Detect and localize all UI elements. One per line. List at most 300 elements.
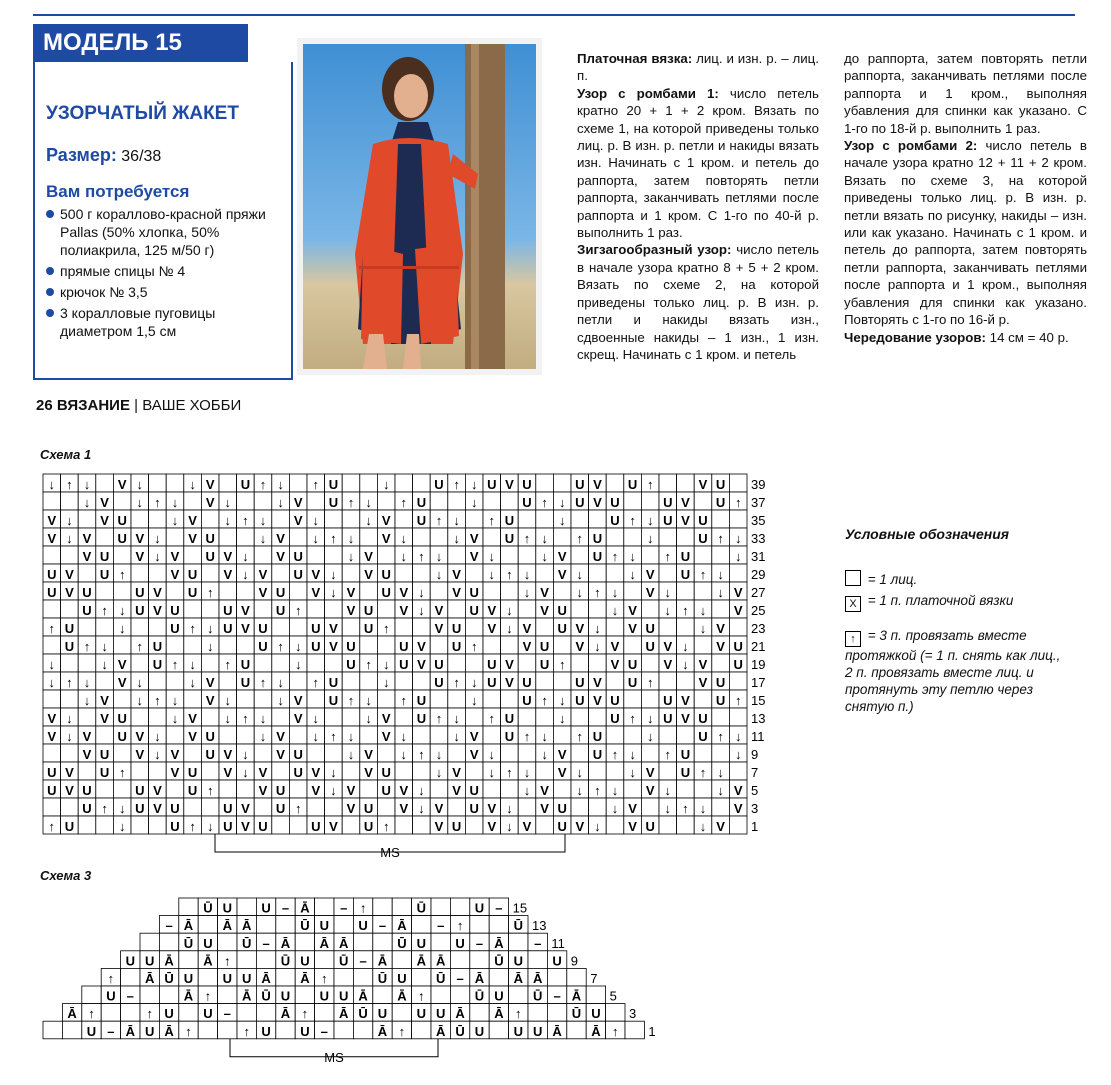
cell-symbol: ↓ — [418, 603, 425, 618]
cell-symbol: ↓ — [541, 729, 548, 744]
cell-symbol: U — [733, 639, 743, 654]
cell-symbol: U — [99, 747, 110, 762]
cell-symbol: ↑ — [243, 1023, 250, 1039]
grid-cell — [501, 780, 519, 798]
grid-cell — [78, 618, 96, 636]
grid-cell — [201, 600, 219, 618]
grid-cell — [360, 636, 378, 654]
cell-symbol: ↑ — [418, 747, 425, 762]
cell-symbol: – — [475, 935, 484, 951]
grid-cell — [659, 672, 677, 690]
cell-symbol: ↑ — [699, 567, 707, 582]
grid-cell — [131, 510, 149, 528]
cell-symbol: Ū — [183, 935, 194, 951]
grid-cell — [392, 1004, 411, 1022]
paragraph-text: до раппорта, затем повторять петли раппорта, заканчивать петлями после раппорта и 1 кром., выполняя убавления для спинки как указано. С 1-го по 18-й р. выполнить 1 раз. — [844, 51, 1087, 136]
cell-symbol: V — [65, 567, 74, 582]
cell-symbol: V — [557, 765, 567, 780]
cell-symbol: V — [733, 801, 743, 816]
legend-title: Условные обозначения — [845, 526, 1010, 542]
grid-cell — [536, 510, 554, 528]
grid-cell — [295, 933, 314, 951]
empty-cell-icon — [845, 570, 861, 586]
grid-cell — [159, 933, 178, 951]
grid-cell — [677, 618, 695, 636]
cell-symbol: V — [540, 585, 549, 600]
cell-symbol: ↓ — [523, 765, 531, 780]
grid-cell — [342, 816, 360, 834]
grid-cell — [729, 564, 747, 582]
cell-symbol: U — [610, 513, 620, 528]
grid-cell — [373, 986, 392, 1004]
cell-symbol: V — [47, 729, 57, 744]
grid-cell — [694, 582, 712, 600]
grid-cell — [395, 564, 413, 582]
grid-cell — [412, 1021, 431, 1039]
grid-cell — [624, 636, 642, 654]
grid-cell — [272, 618, 290, 636]
cell-symbol: Ā — [67, 1006, 77, 1022]
cell-symbol: V — [452, 783, 461, 798]
grid-cell — [360, 582, 378, 600]
grid-cell — [61, 744, 79, 762]
cell-symbol: Ā — [183, 988, 194, 1004]
grid-cell — [501, 690, 519, 708]
grid-cell — [501, 546, 519, 564]
cell-symbol: ↓ — [206, 819, 214, 834]
grid-cell — [219, 528, 237, 546]
cell-symbol: ↓ — [48, 675, 56, 690]
grid-cell — [334, 916, 353, 934]
cell-symbol: Ā — [222, 918, 232, 934]
paragraph-text: число петель в начале узора кратно 12 + 11 + 2 кром. Вязать по схеме 3, на которой приведены только лиц. р. В изн. р. петли вязать по рисунку, накиды – изн. или как указано. Начинать с 1 кром. и петель до раппорта, затем повторять петли раппорта, заканчивать петлями после раппорта и 1 кром., выполняя убавления для спинки как указано. Повторять с 1-го по 16-й р. — [844, 138, 1087, 328]
grid-cell — [392, 951, 411, 969]
grid-cell — [624, 582, 642, 600]
cell-symbol: V — [610, 639, 620, 654]
cell-symbol: ↑ — [594, 585, 601, 600]
grid-cell — [201, 798, 219, 816]
grid-cell — [254, 492, 272, 510]
grid-cell — [483, 582, 501, 600]
cell-symbol: ↓ — [611, 783, 619, 798]
grid-cell — [61, 798, 79, 816]
cell-symbol: V — [364, 567, 373, 582]
cell-symbol: ↓ — [83, 675, 91, 690]
cell-symbol: V — [716, 621, 725, 636]
cell-symbol: ↑ — [312, 477, 320, 492]
cell-symbol: V — [241, 819, 250, 834]
grid-cell — [237, 492, 255, 510]
cell-symbol: V — [364, 747, 373, 762]
grid-cell — [289, 618, 307, 636]
cell-symbol: V — [733, 783, 743, 798]
grid-cell — [256, 951, 275, 969]
cell-symbol: ↓ — [136, 675, 144, 690]
grid-cell — [547, 1004, 566, 1022]
cell-symbol: V — [346, 585, 356, 600]
cell-symbol: V — [135, 549, 145, 564]
grid-cell — [483, 726, 501, 744]
cell-symbol: Ā — [436, 1023, 446, 1039]
grid-cell — [729, 762, 747, 780]
cell-symbol: – — [262, 935, 270, 951]
cell-symbol: ↓ — [66, 711, 73, 726]
cell-symbol: Ā — [300, 900, 310, 916]
cell-symbol: U — [715, 477, 726, 492]
cell-symbol: – — [437, 918, 445, 934]
cell-symbol: ↓ — [576, 585, 584, 600]
photo-illustration — [303, 44, 536, 369]
cell-symbol: ↑ — [224, 953, 231, 969]
cell-symbol: ↑ — [171, 657, 179, 672]
cell-symbol: V — [205, 477, 215, 492]
cell-symbol: ↓ — [294, 639, 302, 654]
grid-cell — [198, 1021, 217, 1039]
grid-cell — [606, 726, 624, 744]
grid-cell — [166, 672, 184, 690]
cell-symbol: U — [152, 639, 163, 654]
cell-symbol: Ā — [377, 1023, 388, 1039]
cell-symbol: U — [591, 1006, 601, 1022]
cell-symbol: V — [681, 693, 690, 708]
cell-symbol: V — [487, 621, 497, 636]
row-label: 31 — [751, 549, 766, 564]
row-label: 3 — [751, 801, 759, 816]
grid-cell — [448, 600, 466, 618]
grid-cell — [624, 492, 642, 510]
cell-symbol: U — [240, 675, 251, 690]
cell-symbol: U — [680, 549, 691, 564]
cell-symbol: U — [205, 549, 215, 564]
cell-symbol: U — [733, 657, 743, 672]
grid-cell — [729, 618, 747, 636]
cell-symbol: ↑ — [488, 711, 496, 726]
cell-symbol: U — [416, 1006, 426, 1022]
cell-symbol: U — [47, 585, 57, 600]
cell-symbol: Ā — [494, 1006, 504, 1022]
size-value: 36/38 — [121, 148, 162, 165]
cell-symbol: ↓ — [242, 567, 249, 582]
row-label: 11 — [751, 729, 765, 744]
grid-cell — [518, 510, 536, 528]
cell-symbol: V — [505, 657, 514, 672]
grid-cell — [528, 1004, 547, 1022]
cell-symbol: V — [399, 603, 409, 618]
cell-symbol: ↓ — [717, 783, 724, 798]
grid-cell — [571, 708, 589, 726]
cell-symbol: U — [170, 819, 180, 834]
cell-symbol: ↓ — [400, 747, 408, 762]
grid-cell — [712, 600, 730, 618]
cell-symbol: U — [698, 513, 708, 528]
cell-symbol: V — [557, 747, 567, 762]
grid-cell — [694, 636, 712, 654]
cell-symbol: U — [261, 1023, 271, 1039]
cell-symbol: U — [575, 675, 585, 690]
cell-symbol: U — [106, 988, 116, 1004]
cell-symbol: U — [363, 603, 374, 618]
cell-symbol: ↓ — [277, 675, 284, 690]
grid-cell — [470, 916, 489, 934]
model-label: МОДЕЛЬ 15 — [33, 24, 248, 62]
grid-cell — [184, 546, 202, 564]
cell-symbol: ↓ — [365, 495, 372, 510]
cell-symbol: ↓ — [242, 765, 249, 780]
cell-symbol: V — [540, 603, 549, 618]
grid-cell — [237, 528, 255, 546]
cell-symbol: U — [469, 801, 479, 816]
paragraph-text: лиц. и изн. р. – лиц. п. — [577, 51, 819, 84]
cell-symbol: ↓ — [541, 549, 548, 564]
row-label: 1 — [648, 1023, 656, 1039]
grid-cell — [395, 816, 413, 834]
cell-symbol: U — [627, 477, 638, 492]
cell-symbol: V — [311, 783, 321, 798]
grid-cell — [606, 564, 624, 582]
cell-symbol: ↑ — [541, 495, 548, 510]
row-label: 9 — [570, 953, 579, 969]
cell-symbol: U — [203, 935, 213, 951]
cell-symbol: ↓ — [646, 531, 654, 546]
cell-symbol: V — [434, 603, 444, 618]
grid-cell — [289, 780, 307, 798]
grid-cell — [342, 762, 360, 780]
cell-symbol: ↓ — [488, 567, 496, 582]
grid-cell — [276, 916, 295, 934]
cell-symbol: ↓ — [347, 549, 355, 564]
grid-cell — [450, 951, 469, 969]
cell-symbol: Ū — [203, 900, 213, 916]
grid-cell — [641, 654, 659, 672]
grid-cell — [184, 600, 202, 618]
cell-symbol: V — [434, 621, 444, 636]
grid-cell — [360, 780, 378, 798]
grid-cell — [237, 780, 255, 798]
cell-symbol: V — [645, 585, 655, 600]
cell-symbol: ↓ — [118, 621, 126, 636]
grid-cell — [78, 564, 96, 582]
row-label: 33 — [751, 531, 766, 546]
grid-cell — [712, 798, 730, 816]
cell-symbol: V — [593, 495, 602, 510]
cell-symbol: ↓ — [400, 549, 408, 564]
grid-cell — [113, 636, 131, 654]
grid-cell — [360, 726, 378, 744]
cell-symbol: V — [733, 585, 743, 600]
cell-symbol: U — [557, 801, 567, 816]
cell-symbol: ↓ — [171, 513, 179, 528]
grid-cell — [571, 510, 589, 528]
grid-cell — [218, 1021, 237, 1039]
cell-symbol: ↑ — [185, 1023, 192, 1039]
grid-cell — [694, 546, 712, 564]
cell-symbol: ↓ — [435, 549, 443, 564]
grid-cell — [43, 798, 61, 816]
cell-symbol: U — [522, 495, 532, 510]
grid-cell — [219, 726, 237, 744]
grid-cell — [470, 1004, 489, 1022]
cell-symbol: U — [275, 603, 286, 618]
cell-symbol: Ā — [474, 971, 485, 986]
cell-symbol: V — [417, 639, 426, 654]
grid-cell — [237, 1004, 256, 1022]
grid-cell — [113, 690, 131, 708]
cell-symbol: ↑ — [400, 693, 408, 708]
cell-symbol: Ā — [183, 918, 194, 934]
cell-symbol: V — [452, 765, 461, 780]
grid-cell — [430, 690, 448, 708]
cell-symbol: ↓ — [470, 693, 478, 708]
cell-symbol: V — [522, 819, 532, 834]
cell-symbol: ↓ — [118, 603, 126, 618]
cell-symbol: ↓ — [171, 693, 179, 708]
cell-symbol: V — [505, 675, 514, 690]
cell-symbol: V — [293, 711, 303, 726]
cell-symbol: V — [364, 549, 373, 564]
cell-symbol: ↓ — [506, 801, 513, 816]
grid-cell — [101, 1004, 120, 1022]
grid-cell — [677, 528, 695, 546]
cell-symbol: ↑ — [646, 675, 654, 690]
grid-cell — [586, 986, 605, 1004]
grid-cell — [184, 744, 202, 762]
legend-text: = 1 п. платочной вязки — [867, 593, 1014, 608]
up-arrow-cell-icon: ↑ — [845, 631, 861, 647]
cell-symbol: ↓ — [259, 711, 267, 726]
cell-symbol: ↓ — [699, 603, 707, 618]
cell-symbol: U — [145, 1023, 155, 1039]
cell-symbol: ↑ — [83, 639, 91, 654]
cell-symbol: ↓ — [506, 819, 513, 834]
cell-symbol: – — [223, 1006, 231, 1022]
cell-symbol: V — [610, 657, 620, 672]
cell-symbol: ↑ — [612, 1023, 619, 1039]
grid-cell — [131, 708, 149, 726]
grid-cell — [78, 708, 96, 726]
cell-symbol: V — [47, 513, 57, 528]
grid-cell — [659, 528, 677, 546]
grid-cell — [430, 780, 448, 798]
cell-symbol: U — [504, 711, 515, 726]
grid-cell — [78, 816, 96, 834]
grid-cell — [334, 968, 353, 986]
cell-symbol: ↑ — [629, 513, 636, 528]
grid-cell — [431, 933, 450, 951]
cell-symbol: V — [417, 657, 426, 672]
grid-cell — [694, 492, 712, 510]
grid-cell — [149, 510, 167, 528]
cell-symbol: U — [170, 603, 180, 618]
cell-symbol: U — [275, 585, 286, 600]
grid-cell — [501, 744, 519, 762]
term-label: Узор с ромбами 1: — [577, 85, 719, 101]
cell-symbol: U — [242, 971, 252, 986]
cell-symbol: U — [170, 801, 180, 816]
cell-symbol: ↑ — [470, 639, 478, 654]
cell-symbol: ↓ — [259, 729, 267, 744]
cell-symbol: V — [452, 585, 461, 600]
cell-symbol: Ū — [358, 1006, 368, 1022]
grid-cell — [450, 986, 469, 1004]
grid-cell — [553, 672, 571, 690]
cell-symbol: V — [188, 729, 197, 744]
cell-symbol: U — [469, 585, 479, 600]
grid-cell — [325, 654, 343, 672]
cell-symbol: U — [434, 675, 444, 690]
row-label: 3 — [629, 1006, 637, 1022]
cell-symbol: ↓ — [365, 711, 372, 726]
grid-cell — [149, 474, 167, 492]
cell-symbol: U — [539, 639, 550, 654]
cell-symbol: ↓ — [189, 675, 196, 690]
grid-cell — [712, 546, 730, 564]
cell-symbol: ↑ — [576, 729, 584, 744]
cell-symbol: Ā — [377, 953, 388, 969]
row-label: 25 — [751, 603, 766, 618]
cell-symbol: U — [222, 900, 232, 916]
cell-symbol: U — [469, 603, 479, 618]
cell-symbol: Ū — [474, 988, 485, 1004]
cell-symbol: ↑ — [154, 693, 161, 708]
row-label: 1 — [751, 819, 759, 834]
grid-cell — [395, 618, 413, 636]
cell-symbol: ↓ — [154, 729, 161, 744]
row-label: 13 — [532, 918, 547, 934]
cell-symbol: ↑ — [365, 657, 372, 672]
grid-cell — [289, 582, 307, 600]
cell-symbol: ↑ — [242, 711, 249, 726]
cell-symbol: U — [293, 549, 303, 564]
grid-cell — [342, 510, 360, 528]
legend-item — [845, 627, 1065, 715]
cell-symbol: V — [153, 783, 162, 798]
cell-symbol: U — [539, 657, 550, 672]
cell-symbol: Ū — [494, 953, 504, 969]
grid-cell — [201, 708, 219, 726]
cell-symbol: U — [715, 495, 726, 510]
cell-symbol: V — [258, 585, 268, 600]
cell-symbol: V — [258, 765, 268, 780]
cell-symbol: Ū — [455, 1023, 465, 1039]
cell-symbol: ↑ — [611, 747, 619, 762]
paragraph-text: 14 см = 40 р. — [985, 329, 1069, 345]
cell-symbol: ↓ — [682, 657, 689, 672]
grid-cell — [413, 672, 431, 690]
cell-symbol: U — [377, 1006, 388, 1022]
cell-symbol: ↑ — [453, 477, 460, 492]
grid-cell — [149, 816, 167, 834]
cell-symbol: U — [99, 549, 110, 564]
cell-symbol: U — [557, 603, 567, 618]
cell-symbol: U — [522, 693, 532, 708]
grid-cell — [307, 600, 325, 618]
material-item: 500 г кораллово-красной пряжи Pallas (50% хлопка, 50% полиакрила, 125 м/50 г) — [46, 205, 276, 259]
cell-symbol: U — [680, 747, 691, 762]
cell-symbol: ↑ — [204, 988, 212, 1004]
grid-cell — [489, 1021, 508, 1039]
material-item: 3 коралловые пуговицы диаметром 1,5 см — [46, 304, 276, 340]
cell-symbol: U — [223, 819, 233, 834]
grid-cell — [712, 708, 730, 726]
cell-symbol: V — [117, 477, 127, 492]
grid-cell — [198, 916, 217, 934]
cell-symbol: V — [487, 603, 497, 618]
cell-symbol: Ū — [436, 971, 446, 986]
cell-symbol: ↓ — [664, 585, 672, 600]
cell-symbol: Ū — [242, 935, 252, 951]
grid-cell — [448, 690, 466, 708]
grid-cell — [131, 816, 149, 834]
